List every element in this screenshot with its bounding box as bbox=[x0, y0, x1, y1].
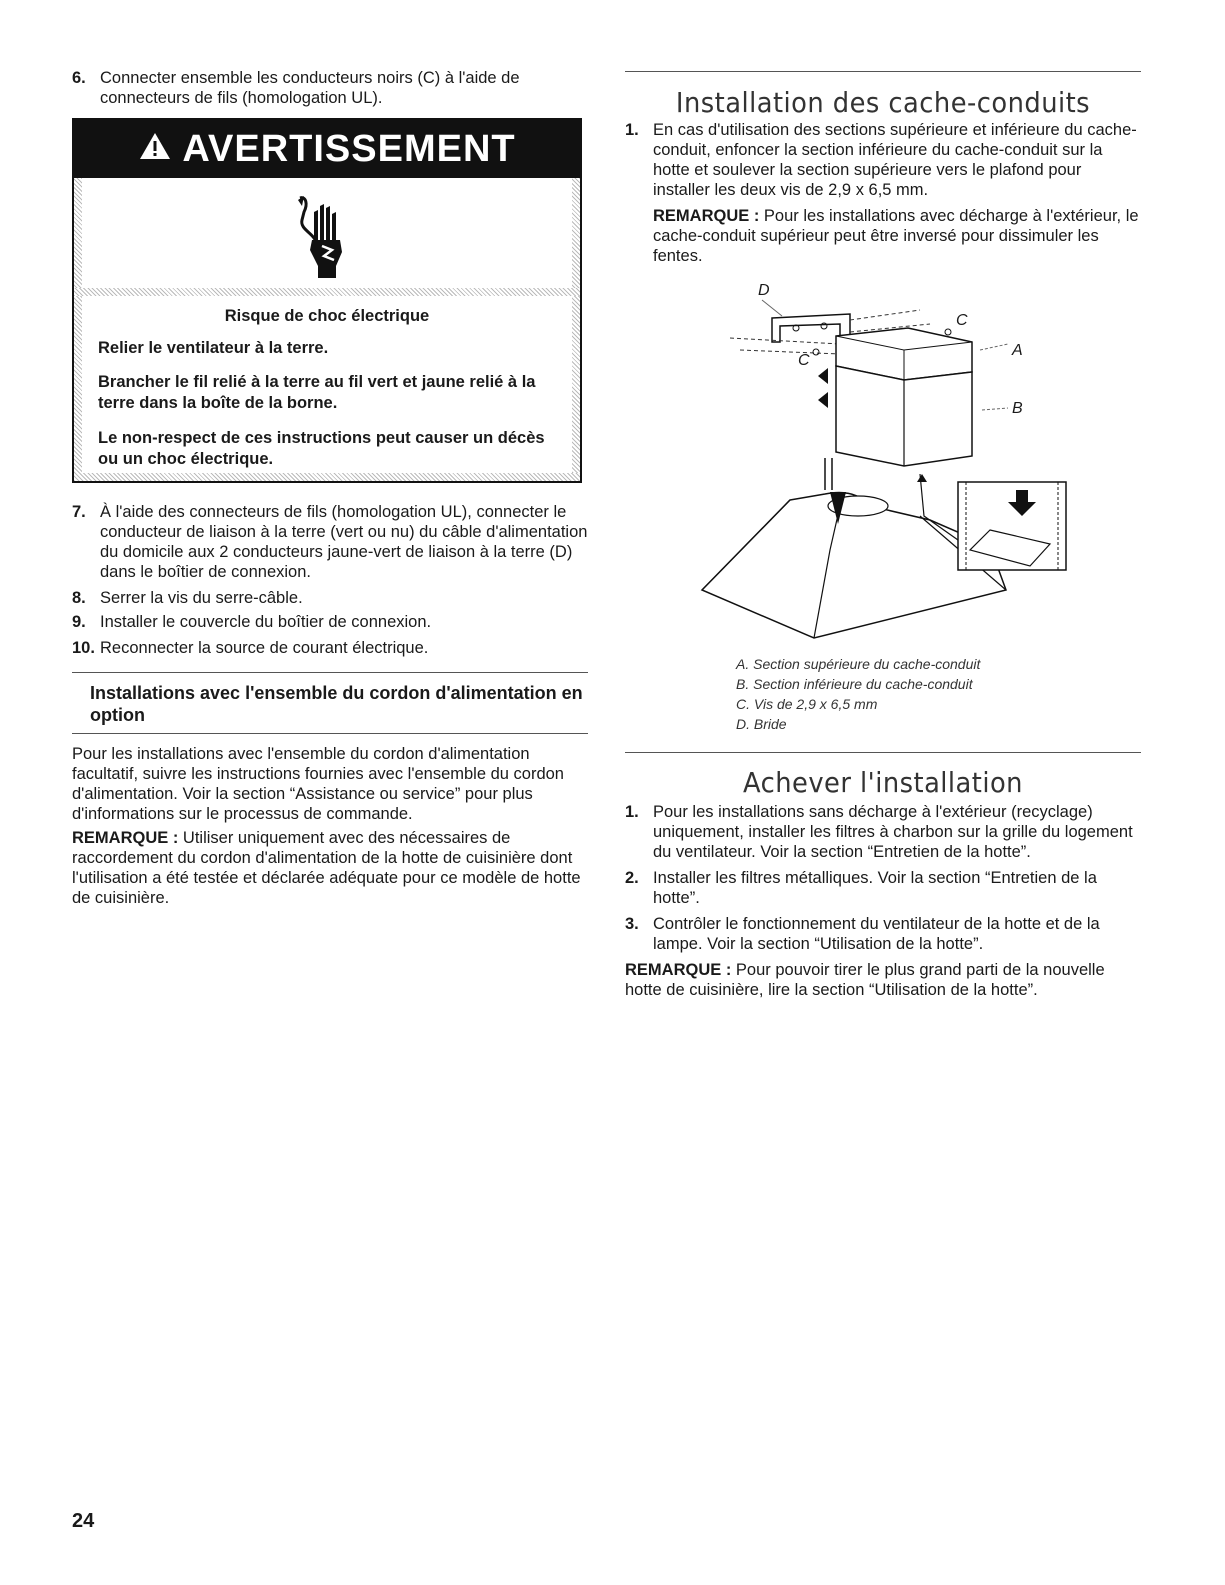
step-text: Installer les filtres métalliques. Voir la section “Entretien de la hotte”. bbox=[653, 869, 1097, 907]
warning-line-2: Brancher le fil relié à la terre au fil vert et jaune relié à la terre dans la boîte de la borne. bbox=[98, 373, 536, 412]
section2-step-1 bbox=[625, 802, 1145, 862]
section1-title: Installation des cache-conduits bbox=[675, 86, 1091, 119]
note-text: Pour les installations avec décharge à l'extérieur, le cache-conduit supérieur peut être inversé pour dissimuler les fentes. bbox=[653, 207, 1139, 265]
warning-box bbox=[72, 118, 582, 483]
figure-label-d: D bbox=[758, 282, 770, 299]
warning-triangle-icon bbox=[138, 128, 172, 171]
step-9 bbox=[72, 612, 592, 632]
warning-line-3: Le non-respect de ces instructions peut causer un décès ou un choc électrique. bbox=[98, 429, 545, 468]
duct-cover-figure bbox=[690, 280, 1080, 650]
caption-a: A. Section supérieure du cache-conduit bbox=[736, 656, 981, 672]
figure-label-a: A bbox=[1012, 342, 1023, 359]
step-number: 8. bbox=[72, 589, 86, 607]
step-text: Installer le couvercle du boîtier de connexion. bbox=[100, 613, 432, 631]
section2-rule bbox=[625, 752, 1141, 753]
step-number: 9. bbox=[72, 613, 86, 631]
step-text: Reconnecter la source de courant électrique. bbox=[100, 639, 429, 657]
electric-shock-icon bbox=[292, 192, 362, 289]
warning-header bbox=[74, 120, 580, 178]
step-text: En cas d'utilisation des sections supérieure et inférieure du cache-conduit, enfoncer la section inférieure du cache-conduit sur la hotte et soulever la section supérieure vers le plafond pour installer les deux vis de 2,9 x 6,5 mm. bbox=[653, 121, 1137, 199]
note-cord bbox=[72, 828, 588, 908]
figure-label-c-top: C bbox=[956, 312, 968, 329]
note-text: Utiliser uniquement avec des nécessaires de raccordement du cordon d'alimentation de la hotte de cuisinière dont l'utilisation a été testée et déclarée adéquate pour ce modèle de hotte de cuisinière. bbox=[72, 829, 581, 907]
step-text: Serrer la vis du serre-câble. bbox=[100, 589, 303, 607]
step-number: 3. bbox=[625, 915, 639, 933]
note-label: REMARQUE : bbox=[653, 207, 760, 225]
step-number: 1. bbox=[625, 121, 639, 139]
section2-note bbox=[625, 960, 1145, 1000]
step-7 bbox=[72, 502, 592, 582]
section2-title: Achever l'installation bbox=[743, 766, 1023, 799]
figure-captions bbox=[736, 654, 1076, 734]
hatch-left bbox=[74, 178, 82, 481]
section2-step-2 bbox=[625, 868, 1145, 908]
subheading-rule-bottom bbox=[72, 733, 588, 734]
step-6 bbox=[72, 68, 572, 108]
subheading-rule-top bbox=[72, 672, 588, 673]
step-number: 10. bbox=[72, 639, 95, 657]
warning-title: AVERTISSEMENT bbox=[182, 127, 516, 170]
warning-line-1: Relier le ventilateur à la terre. bbox=[98, 339, 329, 357]
warning-hazard: Risque de choc électrique bbox=[224, 307, 430, 325]
section1-rule bbox=[625, 71, 1141, 72]
step-text: Contrôler le fonctionnement du ventilateur de la hotte et de la lampe. Voir la section “Utilisation de la hotte”. bbox=[653, 915, 1100, 953]
step-number: 1. bbox=[625, 803, 639, 821]
figure-label-c-left: C bbox=[798, 352, 810, 369]
subheading: Installations avec l'ensemble du cordon d'alimentation en option bbox=[90, 683, 583, 725]
note-text: Pour pouvoir tirer le plus grand parti de la nouvelle hotte de cuisinière, lire la section “Utilisation de la hotte”. bbox=[625, 961, 1105, 999]
caption-d: D. Bride bbox=[736, 716, 787, 732]
hatch-right bbox=[572, 178, 580, 481]
figure-label-b: B bbox=[1012, 400, 1023, 417]
step-number: 7. bbox=[72, 503, 86, 521]
section2-step-3 bbox=[625, 914, 1145, 954]
step-number: 6. bbox=[72, 69, 86, 87]
step-number: 2. bbox=[625, 869, 639, 887]
page-number: 24 bbox=[72, 1510, 95, 1532]
section1-note bbox=[653, 206, 1141, 266]
step-8 bbox=[72, 588, 592, 608]
hatch-mid bbox=[74, 288, 580, 296]
step-text: Connecter ensemble les conducteurs noirs (C) à l'aide de connecteurs de fils (homologation UL). bbox=[100, 69, 520, 107]
note-label: REMARQUE : bbox=[72, 829, 179, 847]
caption-b: B. Section inférieure du cache-conduit bbox=[736, 676, 973, 692]
paragraph-cord: Pour les installations avec l'ensemble du cordon d'alimentation facultatif, suivre les instructions fournies avec l'ensemble du cordon d'alimentation. Voir la section “Assistance ou service” pour plus d'informations sur le processus de commande. bbox=[72, 745, 564, 823]
caption-c: C. Vis de 2,9 x 6,5 mm bbox=[736, 696, 878, 712]
hatch-bottom bbox=[74, 473, 580, 481]
note-label: REMARQUE : bbox=[625, 961, 732, 979]
step-10 bbox=[72, 638, 592, 658]
section1-step-1 bbox=[625, 120, 1141, 200]
step-text: Pour les installations sans décharge à l'extérieur (recyclage) uniquement, installer les filtres à charbon sur la grille du logement du ventilateur. Voir la section “Entretien de la hotte”. bbox=[653, 803, 1133, 861]
step-text: À l'aide des connecteurs de fils (homologation UL), connecter le conducteur de liaison à la terre (vert ou nu) du câble d'alimentation du domicile aux 2 conducteurs jaune-vert de liaison à la terre (D) dans le boîtier de connexion. bbox=[100, 503, 588, 581]
